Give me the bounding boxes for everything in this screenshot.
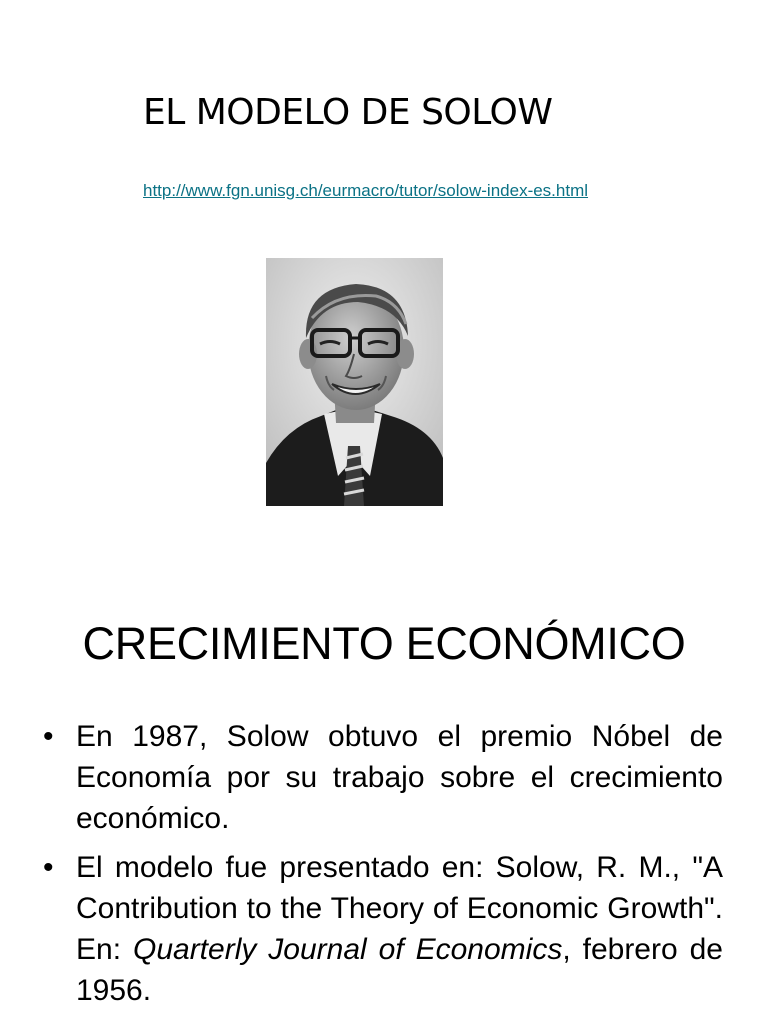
bullet-text: En 1987, Solow obtuvo el premio Nóbel de Economía por su trabajo sobre el crecimiento económico. [76,720,723,835]
robert-solow-portrait [266,258,443,506]
bullet-model-reference [40,847,723,1011]
bullet-list [40,716,723,1019]
bullet-nobel-prize [40,716,723,839]
bullet-marker: • [43,720,54,753]
bullet-text-before: El modelo fue presentado en: Solow, R. M., "A Contribution to the Theory of Economic Growth". En: [76,851,723,966]
solow-tutor-link[interactable]: http://www.fgn.unisg.ch/eurmacro/tutor/solow-index-es.html [143,181,589,200]
bullet-marker: • [43,851,54,884]
bullet-text-after: , febrero de 1956. [76,933,723,1007]
journal-title: Quarterly Journal of Economics [132,933,563,966]
slide-title: EL MODELO DE SOLOW [143,92,553,133]
section-heading: CRECIMIENTO ECONÓMICO [82,618,686,669]
